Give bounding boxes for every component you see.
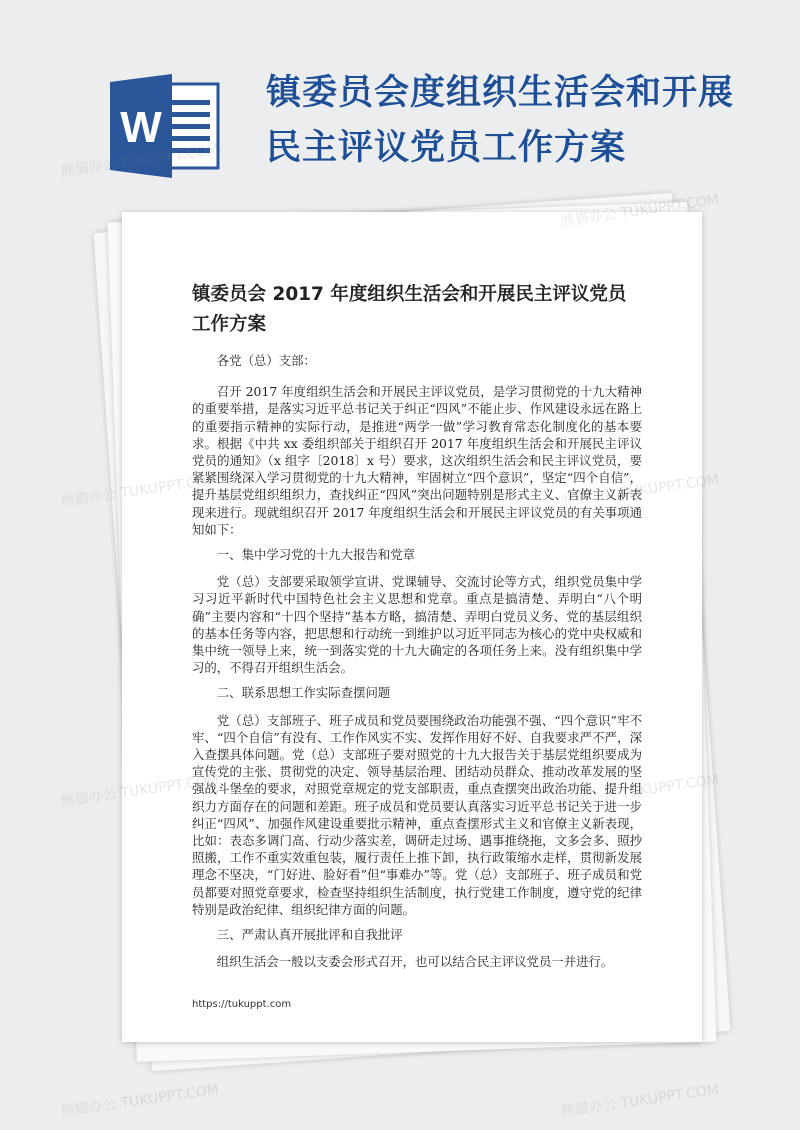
header	[0, 0, 800, 210]
section-paragraph-1: 党（总）支部要采取领学宣讲、党课辅导、交流讨论等方式，组织党员集中学习习近平新时代中国特色社会主义思想和党章。重点是搞清楚、弄明白“八个明确”主要内容和“十四个坚持”基本方略，搞清楚、弄明白党员义务、党的基层组织的基本任务等内容，把思想和行动统一到维护以习近平同志为核心的党中央权威和集中统一领导上来，统一到落实党的十九大确定的各项任务上来。没有组织集中学习的，不得召开组织生活会。	[192, 574, 642, 676]
intro-paragraph: 召开 2017 年度组织生活会和开展民主评议党员，是学习贯彻党的十九大精神的重要举措，是落实习近平总书记关于纠正“四风”不能止步、作风建设永远在路上的重要指示精神的实际行动，是推进“两学一做”学习教育常态化制度化的基本要求。根据《中共 xx 委组织部关于组织召开 2017 年度组织生活会和开展民主评议党员的通知》（x 组字〔2018〕x 号）要求，这次组织生活会和民主评议党员，要紧紧围绕深入学习贯彻党的十九大精神，牢固树立“四个意识”，坚定“四个自信”，提升基层党组织组织力，查找纠正“四风”突出问题特别是形式主义、官僚主义新表现来进行。现就组织召开 2017 年度组织生活会和开展民主评议党员的有关事项通知如下：	[192, 384, 642, 537]
watermark: 熊猫办公	[59, 786, 118, 811]
watermark: 熊猫办公 TUKUPPT.COM	[559, 1081, 720, 1121]
watermark: 熊猫办公 TUKUPPT.COM	[59, 1081, 220, 1121]
header-title: 镇委员会度组织生活会和开展民主评议党员工作方案	[266, 73, 735, 168]
watermark: 熊猫办公	[59, 156, 118, 181]
section-paragraph-3: 组织生活会一般以支委会形式召开，也可以结合民主评议党员一并进行。	[216, 954, 614, 970]
document-page	[122, 212, 702, 1042]
document-title: 镇委员会 2017 年度组织生活会和开展民主评议党员工作方案	[192, 284, 627, 335]
document-body	[192, 352, 642, 979]
word-document-icon	[110, 74, 224, 178]
section-heading-2: 二、联系思想工作实际查摆问题	[216, 685, 391, 701]
section-heading-1: 一、集中学习党的十九大报告和党章	[216, 547, 416, 563]
section-heading-3: 三、严肃认真开展批评和自我批评	[216, 927, 403, 943]
footer-url: https://tukuppt.com	[192, 999, 292, 1010]
salutation: 各党（总）支部：	[216, 353, 316, 368]
watermark: 熊猫办公	[59, 486, 118, 511]
section-paragraph-2: 党（总）支部班子、班子成员和党员要围绕政治功能强不强、“四个意识”牢不牢、“四个自信”有没有、工作作风实不实、发挥作用好不好、自我要求严不严，深入查摆具体问题。党（总）支部班子要对照党的十九大报告关于基层党组织要成为宣传党的主张、贯彻党的决定、领导基层治理、团结动员群众、推动改革发展的坚强战斗堡垒的要求，对照党章规定的党支部职责，重点查摆突出政治功能、提升组织力方面存在的问题和差距。班子成员和党员要认真落实习近平总书记关于进一步纠正“四风”、加强作风建设重要批示精神，重点查摆形式主义和官僚主义新表现，比如：表态多调门高、行动少落实差，调研走过场、遇事推绕拖，文多会多、照抄照搬，工作不重实效重包装，履行责任上推下卸，执行政策缩水走样，贯彻新发展理念不坚决，“门好进、脸好看”但“事难办”等。党（总）支部班子、班子成员和党员都要对照党章要求，检查坚持组织生活制度，执行党建工作制度，遵守党的纪律特别是政治纪律、组织纪律方面的问题。	[192, 712, 642, 917]
word-logo-letter: W	[120, 103, 162, 152]
